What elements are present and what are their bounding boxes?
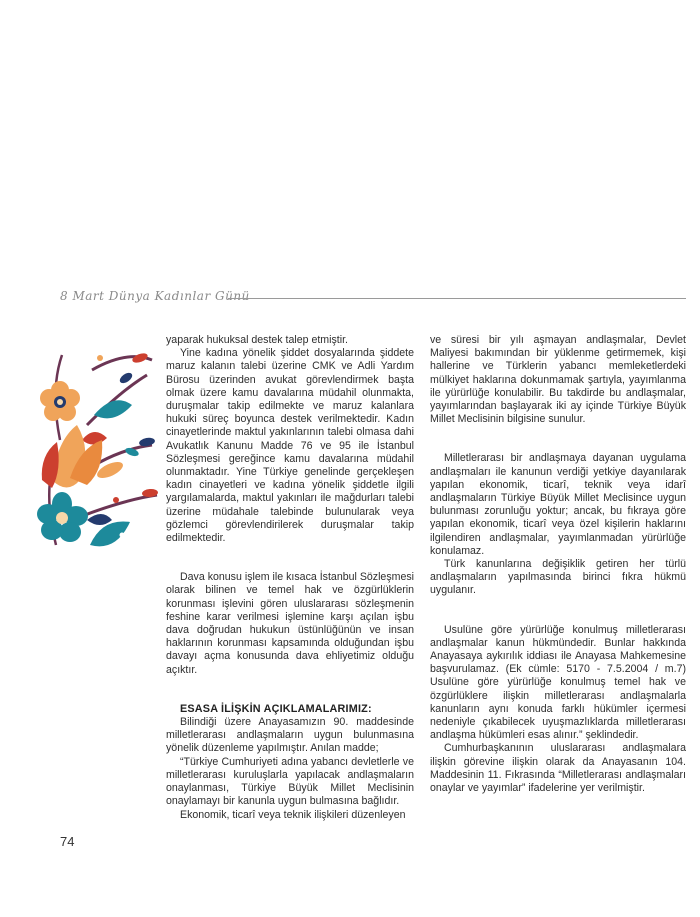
paragraph: Bilindiği üzere Anayasamızın 90. maddesinde milletlerarası andlaşmaların uygun bulunmasına yönelik düzenleme yapılmıştır. Anılan madde; bbox=[166, 716, 414, 755]
quote-paragraph: “Türkiye Cumhuriyeti adına yabancı devletlerle ve milletlerarası kuruluşlarla yapılacak andlaşmaların onaylanması, Türkiye Büyük Millet Meclisinin onaylamayı bir kanunla uygun bulmasına bağlıdır. bbox=[166, 755, 414, 808]
quote-paragraph: Usulüne göre yürürlüğe konulmuş milletlerarası andlaşmalar kanun hükmündedir. Bunlar hakkında Anayasaya aykırılık iddiası ile Anayasa Mahkemesine başvurulamaz. (Ek cümle: 5170 - 7.5.2004 / m.7) Usulüne göre yürürlüğe konulmuş temel hak ve özgürlüklere ilişkin milletlerarası andlaşmalarla kanunların aynı konuda farklı hükümler içermesi nedeniyle çıkabilecek uyuşmazlıklarda milletlerarası andlaşma hükümleri esas alınır.” şeklindedir. bbox=[430, 623, 686, 742]
paragraph: Cumhurbaşkanının uluslararası andlaşmalara ilişkin görevine ilişkin olarak da Anayasanın 104. Maddesinin 11. Fıkrasında “Milletlerarası andlaşmaları onaylar ve yayımlar” ifadelerine yer verilmiştir. bbox=[430, 742, 686, 795]
paragraph: Dava konusu işlem ile kısaca İstanbul Sözleşmesi olarak bilinen ve temel hak ve özgürlüklerin korunması işlevini gören uluslararası sözleşmenin feshine karar verilmesi işlemine karşı açılan işbu dava doğrudan hukukun üstünlüğünün ve insan haklarının korunması kapsamında olduğundan işbu davayı açma konusunda dava ehliyetimiz olduğu açıktır. bbox=[166, 571, 414, 676]
quote-paragraph: Milletlerarası bir andlaşmaya dayanan uygulama andlaşmaları ile kanunun verdiği yetkiye dayanılarak yapılan ekonomik, ticarî, teknik veya idarî andlaşmaların Türkiye Büyük Millet Meclisince uygun bulunması zorunluğu yoktur; ancak, bu fıkraya göre yapılan ekonomik, ticarî veya özel kişilerin haklarını ilgilendiren andlaşmalar, yayımlanmadan yürürlüğe konulamaz. bbox=[430, 452, 686, 557]
paragraph: yaparak hukuksal destek talep etmiştir. bbox=[166, 334, 348, 346]
section-header-title: 8 Mart Dünya Kadınlar Günü bbox=[60, 289, 250, 303]
section-heading: ESASA İLİŞKİN AÇIKLAMALARIMIZ: bbox=[180, 702, 372, 715]
page-number: 74 bbox=[60, 834, 75, 849]
quote-paragraph: Ekonomik, ticarî veya teknik ilişkileri düzenleyen bbox=[180, 808, 406, 821]
floral-ornament-icon bbox=[32, 330, 162, 580]
left-column bbox=[166, 334, 414, 822]
right-column bbox=[430, 334, 686, 795]
quote-paragraph: ve süresi bir yılı aşmayan andlaşmalar, Devlet Maliyesi bakımından bir yüklenme getirmemek, kişi hallerine ve Türklerin yabancı memleketlerdeki mülkiyet haklarına dokunmamak şartıyla, yayımlanma ile yürürlüğe konulabilir. Bu takdirde bu andlaşmalar, yayımlarından başlayarak iki ay içinde Türkiye Büyük Millet Meclisinin bilgisine sunulur. bbox=[430, 334, 686, 426]
header-rule bbox=[228, 298, 686, 299]
quote-paragraph: Türk kanunlarına değişiklik getiren her türlü andlaşmaların yapılmasında birinci fıkra hükmü uygulanır. bbox=[430, 558, 686, 597]
paragraph: Yine kadına yönelik şiddet dosyalarında şiddete maruz kalanın talebi üzerine CMK ve Adli Yardım Bürosu üzerinden avukat görevlendirmek başta olmak üzere kamu davalarına müdahil olunmakta, duruşmalar takip edilmekte ve maruz kalanlara hukuki süreç boyunca destek verilmektedir. Kadın cinayetlerinde maktul yakınlarının talebi olmasa dahi Avukatlık Kanunu Madde 76 ve 95 ile İstanbul Sözleşmesi gereğince kamu davalarına müdahil olunmaktadır. Yine Türkiye genelinde gerçekleşen kadın cinayetleri ve kadına yönelik şiddetle ilgili yargılamalarda, maktul yakınları ile mağdurları talebi üzerine müdahale talebinde bulunularak veya gözlemci görevlendirilerek duruşmalar takip edilmektedir. bbox=[166, 347, 414, 545]
